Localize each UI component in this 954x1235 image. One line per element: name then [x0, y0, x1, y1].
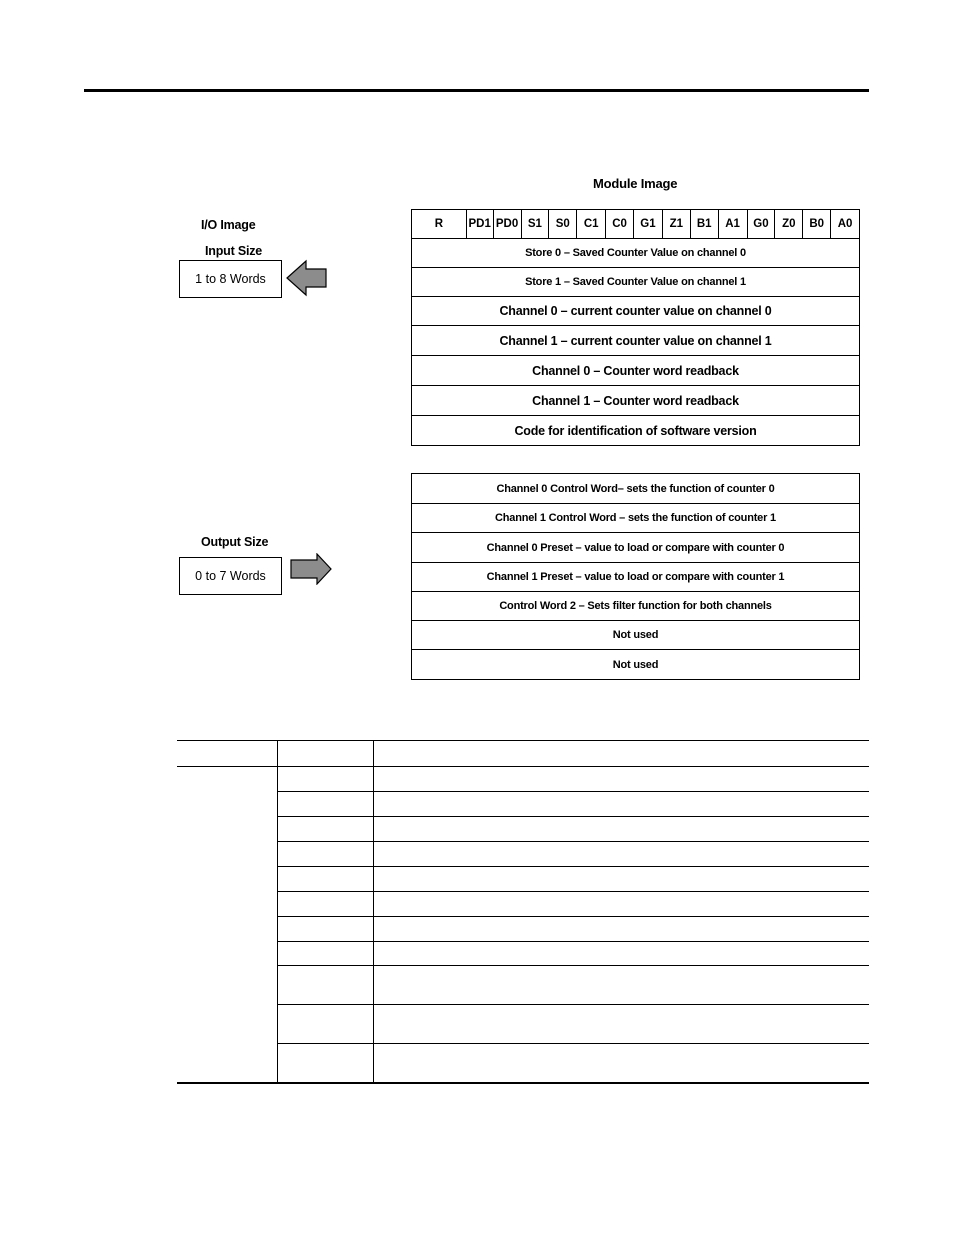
bit-cell: PD0 [494, 210, 522, 238]
bit-cell: Z1 [663, 210, 691, 238]
table-row-rule [277, 891, 869, 892]
table-row-rule [277, 941, 869, 942]
input-size-label: Input Size [205, 244, 263, 258]
output-word-row: Channel 1 Preset – value to load or compare with counter 1 [412, 563, 859, 592]
input-word-row: Channel 1 – current counter value on channel 1 [412, 326, 859, 356]
bit-cell: G1 [634, 210, 663, 238]
status-bits-row [412, 210, 859, 239]
bit-cell: S1 [522, 210, 550, 238]
header-rule [84, 89, 869, 92]
bit-cell: R [412, 210, 467, 238]
bit-cell: A0 [837, 218, 853, 230]
table-row-rule [277, 1043, 869, 1044]
input-word-row: Store 1 – Saved Counter Value on channel 1 [412, 268, 859, 297]
bit-cell: A1 [719, 210, 748, 238]
input-word-row: Channel 0 – current counter value on channel 0 [412, 297, 859, 326]
bit-cell: G0 [748, 210, 776, 238]
io-image-title: I/O Image [201, 218, 256, 232]
bit-cell: S0 [549, 210, 577, 238]
output-word-row: Control Word 2 – Sets filter function for both channels [412, 592, 859, 621]
bit-cell: C0 [606, 210, 634, 238]
table-row-rule [277, 1004, 869, 1005]
input-word-row: Store 0 – Saved Counter Value on channel 0 [412, 239, 859, 268]
bit-cell: Z0 [775, 210, 803, 238]
input-word-row: Channel 0 – Counter word readback [412, 356, 859, 386]
output-size-box [179, 557, 282, 595]
table-top-rule [177, 740, 869, 741]
input-size-box [179, 260, 282, 298]
output-word-row: Not used [612, 658, 659, 671]
output-word-row: Channel 0 Control Word– sets the function of counter 0 [412, 474, 859, 504]
table-row-rule [277, 965, 869, 966]
bit-cell: C1 [577, 210, 606, 238]
table-row-rule [277, 866, 869, 867]
left-arrow-icon [285, 259, 329, 297]
module-image-title: Module Image [593, 176, 678, 191]
bit-cell: PD1 [467, 210, 494, 238]
input-word-row: Code for identification of software version [514, 423, 757, 438]
output-image-table [411, 473, 860, 680]
output-size-label: Output Size [201, 535, 269, 549]
table-header-rule [177, 766, 869, 767]
input-image-table [411, 209, 860, 446]
table-bottom-rule [177, 1082, 869, 1084]
table-row-rule [277, 816, 869, 817]
input-word-row: Channel 1 – Counter word readback [412, 386, 859, 416]
output-word-row: Not used [412, 621, 859, 650]
table-row-rule [277, 791, 869, 792]
output-word-row: Channel 1 Control Word – sets the function of counter 1 [412, 504, 859, 533]
bit-cell: B0 [803, 210, 831, 238]
output-word-row: Channel 0 Preset – value to load or compare with counter 0 [412, 533, 859, 563]
input-size-value: 1 to 8 Words [195, 272, 266, 286]
right-arrow-icon [289, 553, 333, 585]
table-row-rule [277, 841, 869, 842]
output-size-value: 0 to 7 Words [195, 569, 266, 583]
table-row-rule [277, 916, 869, 917]
bit-cell: B1 [691, 210, 719, 238]
